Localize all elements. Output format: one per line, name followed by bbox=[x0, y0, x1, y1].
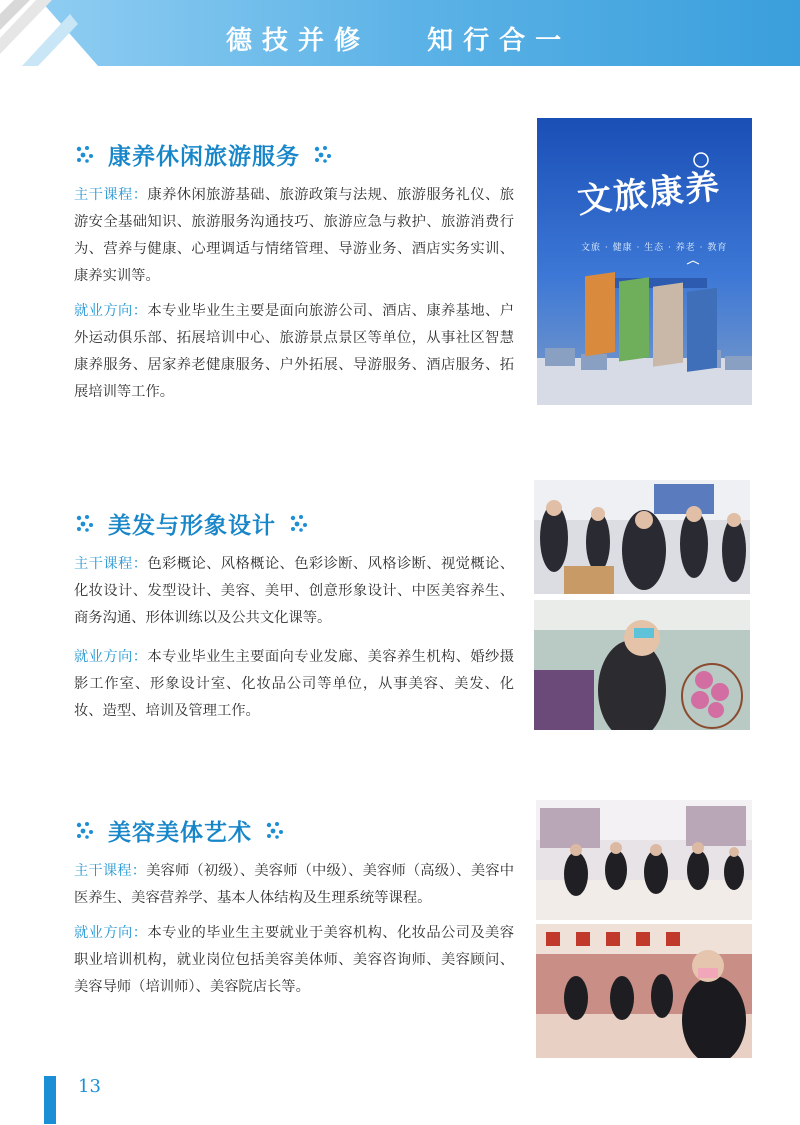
poster-subtitle: 文旅 · 健康 · 生态 · 养老 · 教育 bbox=[581, 243, 728, 253]
courses-text: 康养休闲旅游基础、旅游政策与法规、旅游服务礼仪、旅游安全基础知识、旅游服务沟通技巧、旅游应急与救护、旅游消费行为、营养与健康、心理调适与情绪管理、导游业务、酒店实务实训、康养实训等。 bbox=[74, 187, 515, 284]
courses-label: 主干课程： bbox=[74, 556, 148, 572]
section-heading bbox=[74, 810, 514, 850]
hairdressing-class-photo bbox=[534, 480, 750, 594]
section-heading bbox=[74, 134, 514, 174]
courses-text: 色彩概论、风格概论、色彩诊断、风格诊断、视觉概论、化妆设计、发型设计、美容、美甲、创意形象设计、中医美容养生、商务沟通、形体训练以及公共文化课等。 bbox=[74, 556, 515, 626]
courses-label: 主干课程： bbox=[74, 187, 148, 203]
jobs-label: 就业方向： bbox=[74, 303, 148, 319]
courses-paragraph bbox=[74, 182, 514, 290]
page-number: 13 bbox=[78, 1076, 101, 1097]
poster-title: 文旅康养 bbox=[575, 166, 724, 222]
motto-text: 德技并修 知行合一 bbox=[226, 26, 572, 56]
courses-text: 美容师（初级）、美容师（中级）、美容师（高级）、美容中医养生、美容营养学、基本人体结构及生理系统等课程。 bbox=[74, 863, 514, 906]
jobs-paragraph bbox=[74, 644, 514, 725]
snowflake-icon bbox=[74, 143, 96, 165]
jobs-text: 本专业毕业生主要是面向旅游公司、酒店、康养基地、户外运动俱乐部、拓展培训中心、旅游景点景区等单位，从事社区智慧康养服务、居家养老健康服务、户外拓展、导游服务、酒店服务、拓展培训等工作。 bbox=[74, 303, 515, 400]
courses-label: 主干课程： bbox=[74, 863, 147, 879]
jobs-paragraph bbox=[74, 298, 514, 406]
section-tourism bbox=[74, 134, 514, 406]
snowflake-icon bbox=[264, 819, 286, 841]
jobs-label: 就业方向： bbox=[74, 925, 148, 941]
beauty-classroom-photo bbox=[536, 800, 752, 920]
jobs-text: 本专业的毕业生主要就业于美容机构、化妆品公司及美容职业培训机构，就业岗位包括美容美体师、美容咨询师、美容顾问、美容导师（培训师）、美容院店长等。 bbox=[74, 925, 515, 995]
courses-paragraph bbox=[74, 551, 514, 632]
page-number-bar bbox=[44, 1076, 56, 1124]
header-banner bbox=[0, 0, 800, 66]
courses-paragraph bbox=[74, 858, 514, 912]
section-title: 美发与形象设计 bbox=[108, 511, 276, 539]
section-title: 康养休闲旅游服务 bbox=[108, 142, 300, 170]
jobs-label: 就业方向： bbox=[74, 649, 148, 665]
section-beauty bbox=[74, 810, 514, 1001]
wellness-tourism-poster bbox=[537, 118, 752, 405]
jobs-paragraph bbox=[74, 920, 514, 1001]
snowflake-icon bbox=[74, 512, 96, 534]
section-heading bbox=[74, 503, 514, 543]
poster-artwork bbox=[537, 118, 752, 405]
jobs-text: 本专业毕业生主要面向专业发廊、美容养生机构、婚纱摄影工作室、形象设计室、化妆品公司等单位，从事美容、美发、化妆、造型、培训及管理工作。 bbox=[74, 649, 515, 719]
section-hairdressing bbox=[74, 503, 514, 725]
hair-styling-practice-photo bbox=[534, 600, 750, 730]
snowflake-icon bbox=[312, 143, 334, 165]
facial-treatment-practice-photo bbox=[536, 924, 752, 1058]
section-title: 美容美体艺术 bbox=[108, 818, 252, 846]
snowflake-icon bbox=[74, 819, 96, 841]
snowflake-icon bbox=[288, 512, 310, 534]
